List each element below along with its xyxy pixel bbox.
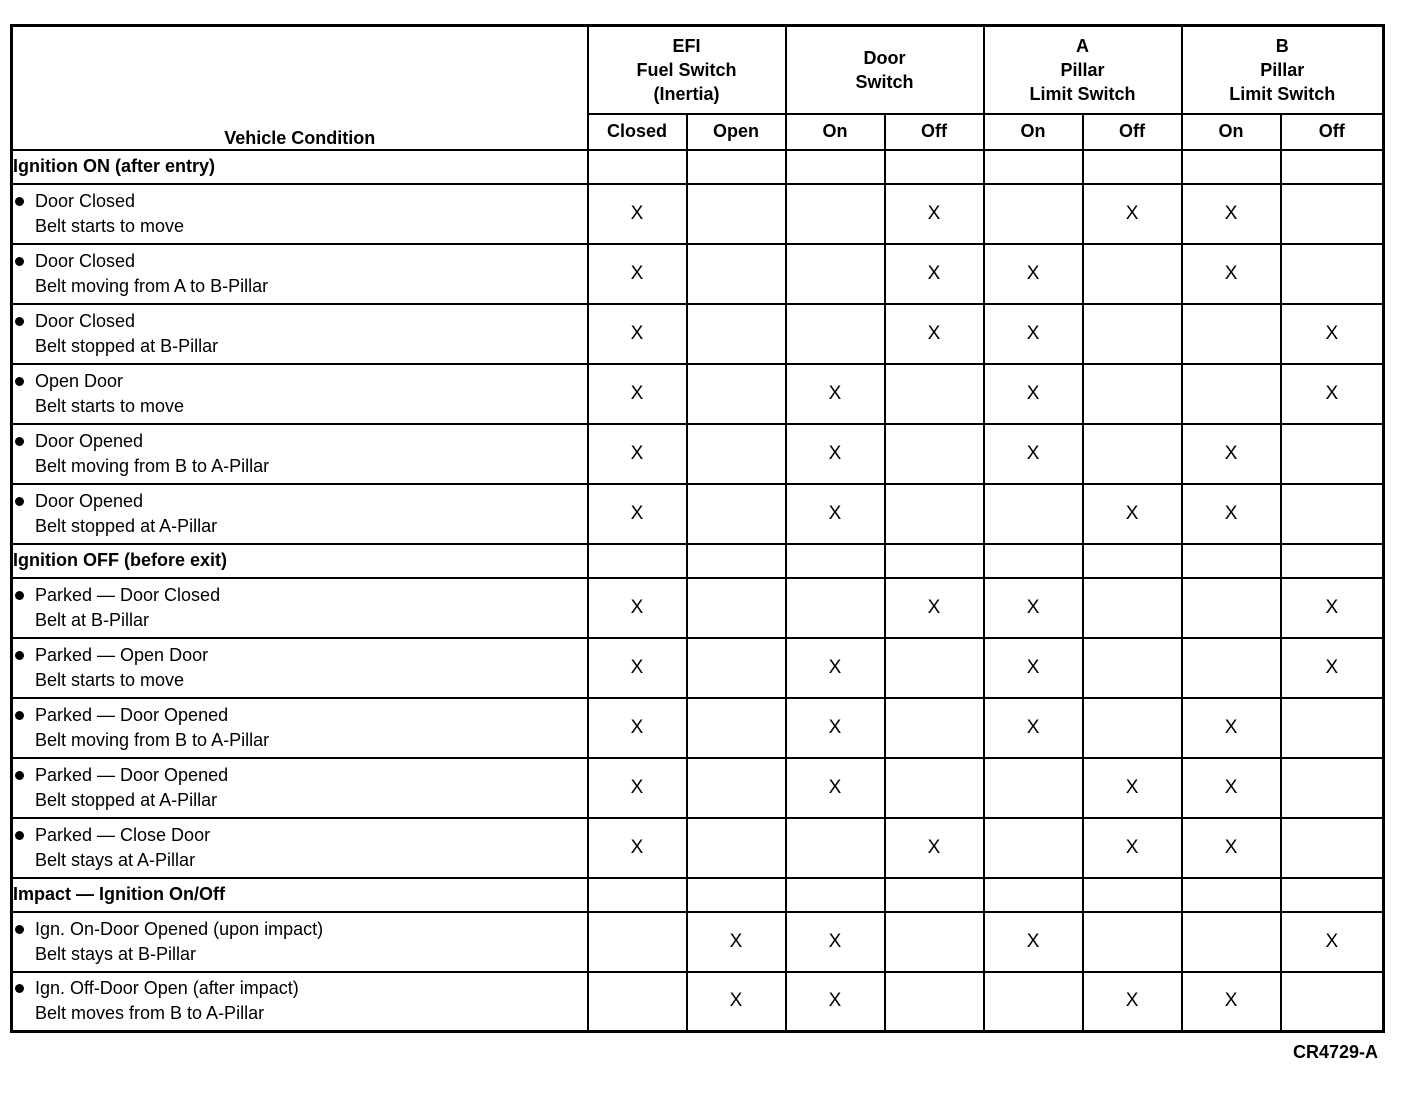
condition-line-1: Door Opened xyxy=(13,429,587,454)
empty-cell xyxy=(687,578,786,638)
x-mark-cell: X xyxy=(588,304,687,364)
x-mark-cell: X xyxy=(1281,912,1384,972)
x-mark-cell: X xyxy=(984,304,1083,364)
condition-cell xyxy=(12,698,588,758)
x-mark-cell: X xyxy=(1083,818,1182,878)
section-title: Ignition ON (after entry) xyxy=(12,150,588,184)
empty-cell xyxy=(885,484,984,544)
b-pillar-limit-switch-header: B Pillar Limit Switch xyxy=(1182,26,1384,114)
section-empty-cell xyxy=(984,150,1083,184)
table-row xyxy=(12,818,1384,878)
empty-cell xyxy=(1083,424,1182,484)
empty-cell xyxy=(984,484,1083,544)
x-mark-cell: X xyxy=(588,424,687,484)
sub-header-b-on: On xyxy=(1182,114,1281,150)
empty-cell xyxy=(687,698,786,758)
section-empty-cell xyxy=(588,544,687,578)
empty-cell xyxy=(1281,758,1384,818)
header-group-row xyxy=(12,26,1384,114)
empty-cell xyxy=(1083,364,1182,424)
x-mark-cell: X xyxy=(1083,184,1182,244)
condition-line-1: Parked — Door Opened xyxy=(13,703,587,728)
x-mark-cell: X xyxy=(588,484,687,544)
section-row xyxy=(12,150,1384,184)
condition-line-2: Belt moves from B to A-Pillar xyxy=(35,1003,265,1024)
x-mark-cell: X xyxy=(588,758,687,818)
x-mark-cell: X xyxy=(588,244,687,304)
section-empty-cell xyxy=(1281,878,1384,912)
section-empty-cell xyxy=(885,878,984,912)
section-empty-cell xyxy=(1083,544,1182,578)
empty-cell xyxy=(1182,304,1281,364)
vehicle-condition-header: Vehicle Condition xyxy=(12,26,588,150)
condition-cell xyxy=(12,818,588,878)
x-mark-cell: X xyxy=(1083,972,1182,1032)
x-mark-cell: X xyxy=(687,972,786,1032)
section-title: Ignition OFF (before exit) xyxy=(12,544,588,578)
condition-line-1: Door Closed xyxy=(13,189,587,214)
switch-status-table xyxy=(10,24,1385,1033)
x-mark-cell: X xyxy=(984,578,1083,638)
x-mark-cell: X xyxy=(588,578,687,638)
x-mark-cell: X xyxy=(786,758,885,818)
section-empty-cell xyxy=(984,544,1083,578)
empty-cell xyxy=(687,364,786,424)
condition-line-2: Belt moving from B to A-Pillar xyxy=(35,729,270,750)
condition-line-1: Ign. On-Door Opened (upon impact) xyxy=(13,917,587,942)
x-mark-cell: X xyxy=(1083,758,1182,818)
sub-header-door-off: Off xyxy=(885,114,984,150)
empty-cell xyxy=(885,912,984,972)
empty-cell xyxy=(687,244,786,304)
empty-cell xyxy=(687,818,786,878)
section-empty-cell xyxy=(588,878,687,912)
condition-line-1: Open Door xyxy=(13,369,587,394)
x-mark-cell: X xyxy=(786,638,885,698)
condition-line-1: Ign. Off-Door Open (after impact) xyxy=(13,976,587,1001)
condition-cell xyxy=(12,972,588,1032)
x-mark-cell: X xyxy=(588,698,687,758)
figure-code: CR4729-A xyxy=(1292,1042,1378,1062)
empty-cell xyxy=(687,758,786,818)
sub-header-a-off: Off xyxy=(1083,114,1182,150)
sub-header-b-off: Off xyxy=(1281,114,1384,150)
table-row xyxy=(12,484,1384,544)
table-row xyxy=(12,364,1384,424)
section-empty-cell xyxy=(1182,150,1281,184)
section-empty-cell xyxy=(588,150,687,184)
x-mark-cell: X xyxy=(1182,758,1281,818)
empty-cell xyxy=(687,424,786,484)
x-mark-cell: X xyxy=(885,184,984,244)
x-mark-cell: X xyxy=(1281,578,1384,638)
condition-line-1: Parked — Door Opened xyxy=(13,763,587,788)
condition-cell xyxy=(12,304,588,364)
empty-cell xyxy=(1281,244,1384,304)
empty-cell xyxy=(786,244,885,304)
x-mark-cell: X xyxy=(786,424,885,484)
section-empty-cell xyxy=(1182,544,1281,578)
x-mark-cell: X xyxy=(1182,244,1281,304)
x-mark-cell: X xyxy=(1281,638,1384,698)
condition-line-2: Belt stopped at B-Pillar xyxy=(35,335,219,356)
condition-cell xyxy=(12,758,588,818)
sub-header-door-on: On xyxy=(786,114,885,150)
x-mark-cell: X xyxy=(984,424,1083,484)
x-mark-cell: X xyxy=(984,244,1083,304)
empty-cell xyxy=(687,484,786,544)
condition-line-2: Belt stopped at A-Pillar xyxy=(35,515,218,536)
section-empty-cell xyxy=(687,150,786,184)
condition-line-2: Belt stays at A-Pillar xyxy=(35,849,196,870)
condition-line-1: Parked — Door Closed xyxy=(13,583,587,608)
a-pillar-limit-switch-header: A Pillar Limit Switch xyxy=(984,26,1182,114)
condition-line-1: Door Closed xyxy=(13,249,587,274)
x-mark-cell: X xyxy=(588,364,687,424)
x-mark-cell: X xyxy=(885,578,984,638)
empty-cell xyxy=(984,184,1083,244)
x-mark-cell: X xyxy=(786,364,885,424)
section-row xyxy=(12,878,1384,912)
empty-cell xyxy=(885,638,984,698)
table-row xyxy=(12,698,1384,758)
x-mark-cell: X xyxy=(1182,424,1281,484)
sub-header-closed: Closed xyxy=(588,114,687,150)
x-mark-cell: X xyxy=(588,184,687,244)
x-mark-cell: X xyxy=(588,638,687,698)
x-mark-cell: X xyxy=(984,364,1083,424)
section-empty-cell xyxy=(687,544,786,578)
empty-cell xyxy=(1281,818,1384,878)
x-mark-cell: X xyxy=(1182,698,1281,758)
empty-cell xyxy=(984,818,1083,878)
empty-cell xyxy=(1083,698,1182,758)
empty-cell xyxy=(687,638,786,698)
x-mark-cell: X xyxy=(885,244,984,304)
x-mark-cell: X xyxy=(1281,364,1384,424)
condition-line-2: Belt starts to move xyxy=(35,669,185,690)
table-row xyxy=(12,578,1384,638)
condition-line-1: Door Opened xyxy=(13,489,587,514)
section-empty-cell xyxy=(1083,150,1182,184)
empty-cell xyxy=(1281,484,1384,544)
empty-cell xyxy=(1182,364,1281,424)
condition-cell xyxy=(12,364,588,424)
section-empty-cell xyxy=(1182,878,1281,912)
x-mark-cell: X xyxy=(1182,972,1281,1032)
x-mark-cell: X xyxy=(786,912,885,972)
table-row xyxy=(12,758,1384,818)
empty-cell xyxy=(984,758,1083,818)
condition-cell xyxy=(12,244,588,304)
section-empty-cell xyxy=(687,878,786,912)
table-row xyxy=(12,244,1384,304)
table-body xyxy=(12,150,1384,1032)
empty-cell xyxy=(1281,184,1384,244)
door-switch-header: Door Switch xyxy=(786,26,984,114)
section-empty-cell xyxy=(1281,544,1384,578)
empty-cell xyxy=(885,698,984,758)
empty-cell xyxy=(588,912,687,972)
section-empty-cell xyxy=(786,150,885,184)
empty-cell xyxy=(786,818,885,878)
section-empty-cell xyxy=(885,150,984,184)
empty-cell xyxy=(984,972,1083,1032)
empty-cell xyxy=(1281,972,1384,1032)
table-row xyxy=(12,638,1384,698)
section-empty-cell xyxy=(885,544,984,578)
x-mark-cell: X xyxy=(984,638,1083,698)
condition-line-2: Belt stays at B-Pillar xyxy=(35,943,197,964)
x-mark-cell: X xyxy=(1182,484,1281,544)
empty-cell xyxy=(1083,578,1182,638)
x-mark-cell: X xyxy=(885,818,984,878)
condition-cell xyxy=(12,638,588,698)
empty-cell xyxy=(588,972,687,1032)
condition-cell xyxy=(12,912,588,972)
x-mark-cell: X xyxy=(786,972,885,1032)
efi-fuel-switch-header: EFI Fuel Switch (Inertia) xyxy=(588,26,786,114)
empty-cell xyxy=(885,364,984,424)
section-empty-cell xyxy=(786,544,885,578)
condition-cell xyxy=(12,424,588,484)
empty-cell xyxy=(1083,912,1182,972)
empty-cell xyxy=(1281,698,1384,758)
x-mark-cell: X xyxy=(885,304,984,364)
section-title: Impact — Ignition On/Off xyxy=(12,878,588,912)
condition-line-2: Belt starts to move xyxy=(35,395,185,416)
table-row xyxy=(12,304,1384,364)
x-mark-cell: X xyxy=(984,698,1083,758)
x-mark-cell: X xyxy=(1182,184,1281,244)
empty-cell xyxy=(885,758,984,818)
empty-cell xyxy=(786,184,885,244)
sub-header-a-on: On xyxy=(984,114,1083,150)
x-mark-cell: X xyxy=(984,912,1083,972)
empty-cell xyxy=(1182,578,1281,638)
x-mark-cell: X xyxy=(687,912,786,972)
empty-cell xyxy=(687,304,786,364)
condition-line-2: Belt at B-Pillar xyxy=(35,609,150,630)
sub-header-open: Open xyxy=(687,114,786,150)
table-row xyxy=(12,184,1384,244)
empty-cell xyxy=(687,184,786,244)
condition-cell xyxy=(12,184,588,244)
empty-cell xyxy=(1182,912,1281,972)
condition-line-1: Parked — Open Door xyxy=(13,643,587,668)
table-row xyxy=(12,424,1384,484)
condition-line-2: Belt stopped at A-Pillar xyxy=(35,789,218,810)
empty-cell xyxy=(1083,304,1182,364)
condition-line-1: Door Closed xyxy=(13,309,587,334)
empty-cell xyxy=(786,304,885,364)
x-mark-cell: X xyxy=(1182,818,1281,878)
section-row xyxy=(12,544,1384,578)
empty-cell xyxy=(1281,424,1384,484)
x-mark-cell: X xyxy=(1083,484,1182,544)
section-empty-cell xyxy=(1281,150,1384,184)
empty-cell xyxy=(1083,244,1182,304)
section-empty-cell xyxy=(786,878,885,912)
empty-cell xyxy=(1182,638,1281,698)
x-mark-cell: X xyxy=(1281,304,1384,364)
empty-cell xyxy=(885,972,984,1032)
condition-cell xyxy=(12,484,588,544)
condition-line-2: Belt moving from A to B-Pillar xyxy=(35,275,269,296)
empty-cell xyxy=(1083,638,1182,698)
condition-line-2: Belt starts to move xyxy=(35,215,185,236)
condition-cell xyxy=(12,578,588,638)
section-empty-cell xyxy=(984,878,1083,912)
x-mark-cell: X xyxy=(588,818,687,878)
empty-cell xyxy=(786,578,885,638)
table-row xyxy=(12,912,1384,972)
condition-line-2: Belt moving from B to A-Pillar xyxy=(35,455,270,476)
empty-cell xyxy=(885,424,984,484)
condition-line-1: Parked — Close Door xyxy=(13,823,587,848)
x-mark-cell: X xyxy=(786,698,885,758)
section-empty-cell xyxy=(1083,878,1182,912)
table-row xyxy=(12,972,1384,1032)
x-mark-cell: X xyxy=(786,484,885,544)
